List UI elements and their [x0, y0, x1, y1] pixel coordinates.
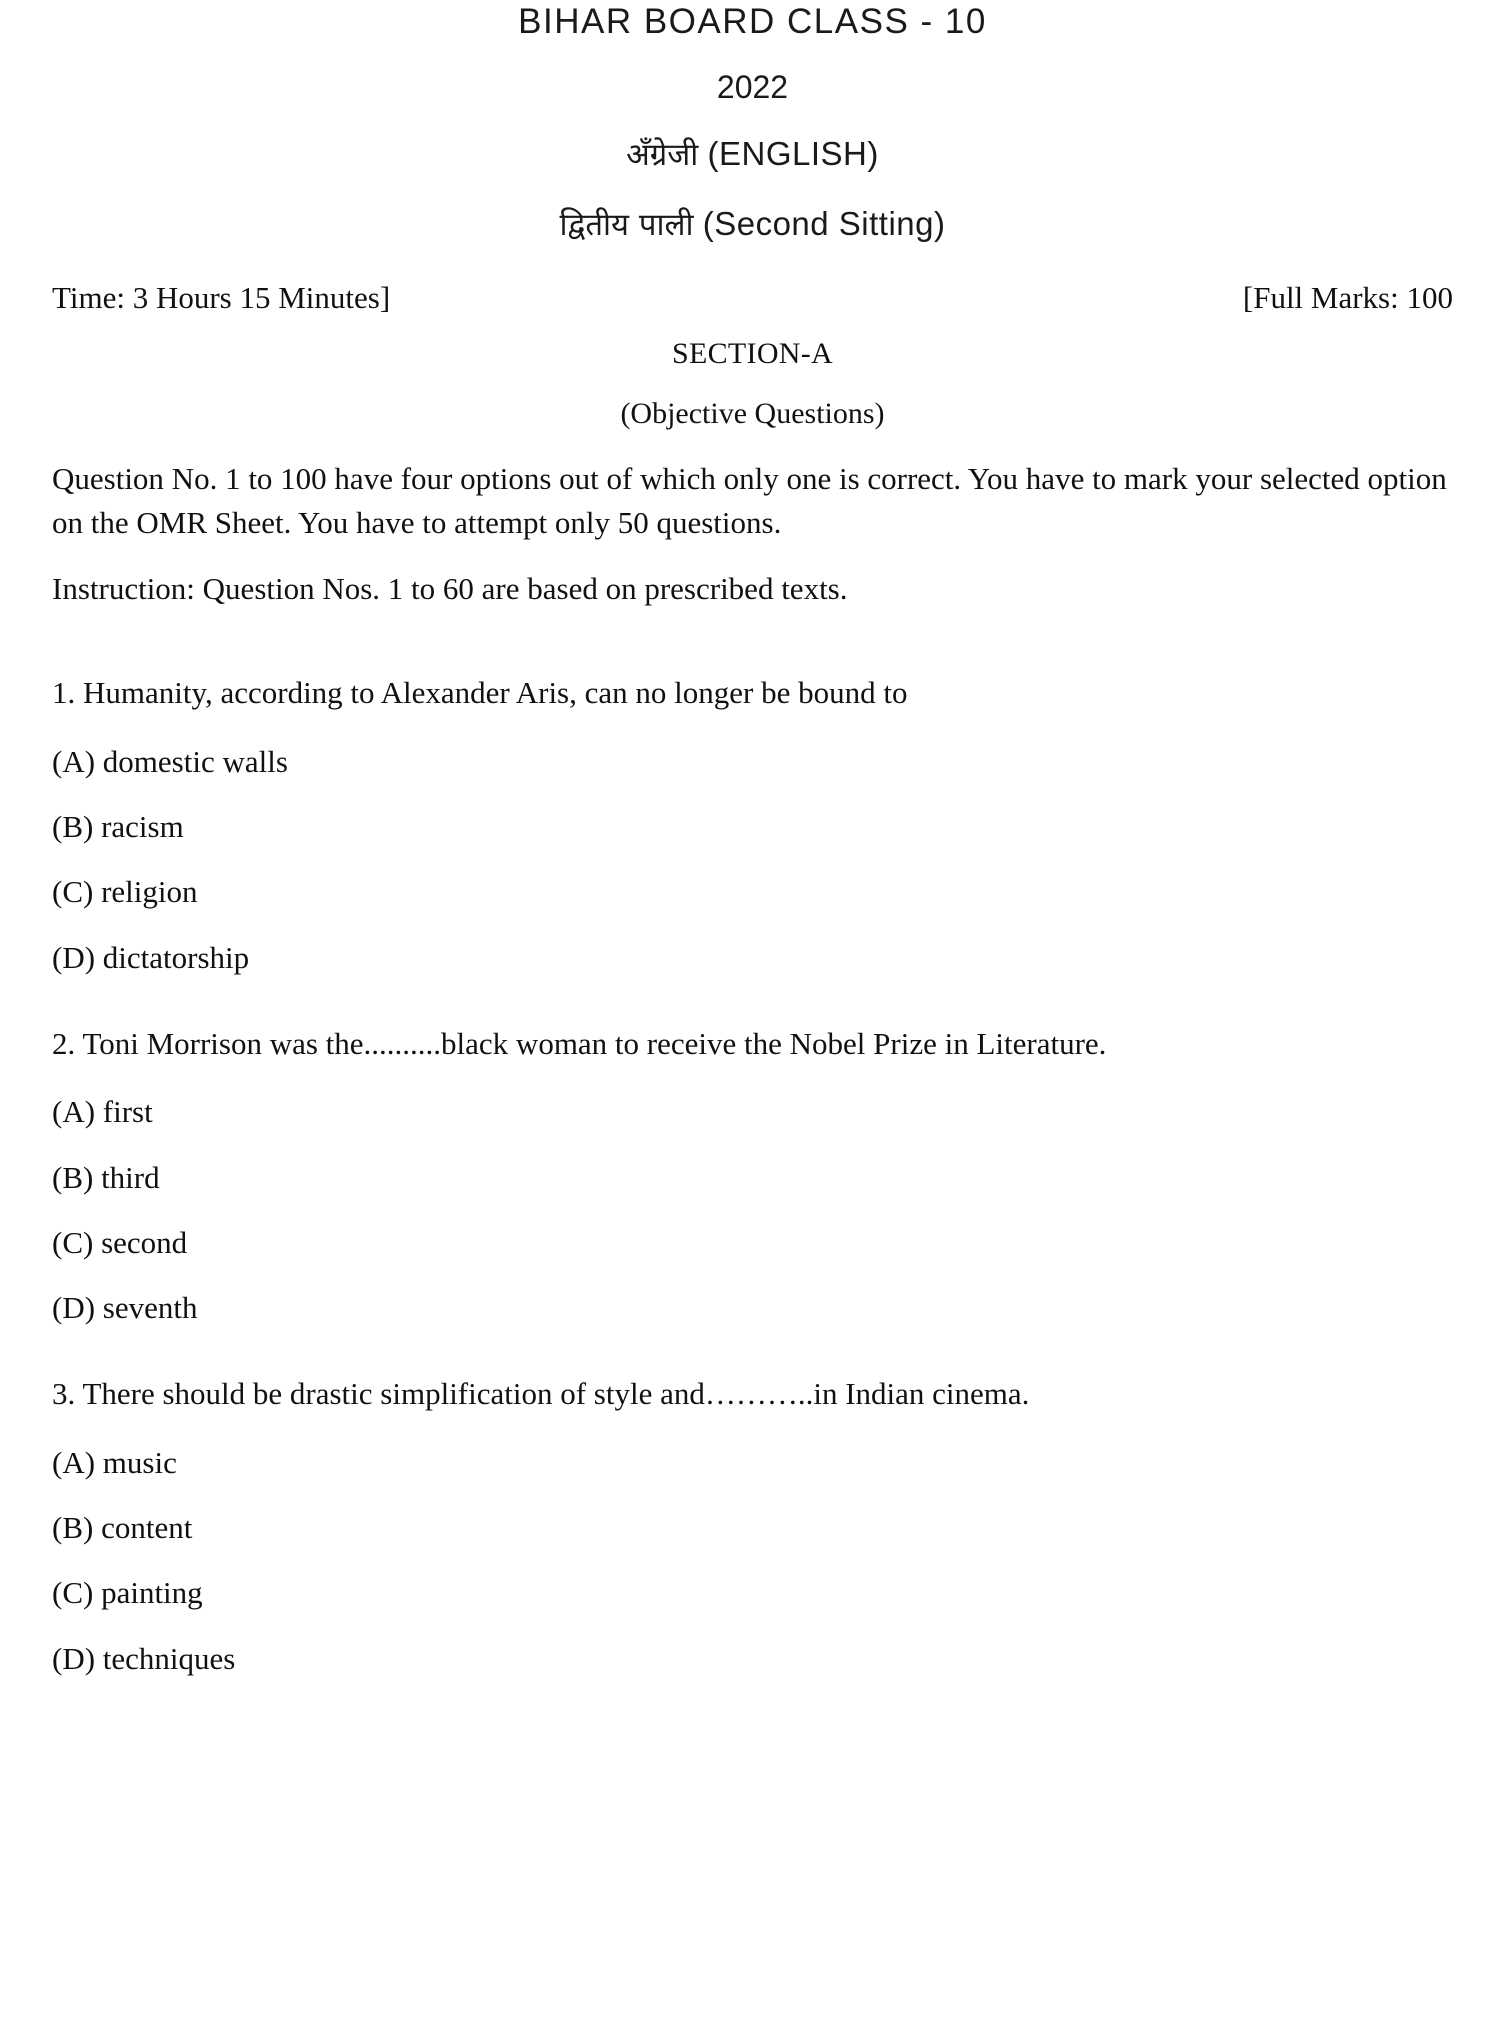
option-a[interactable]: (A) music — [52, 1444, 177, 1480]
question-item — [52, 673, 1453, 977]
option-b[interactable]: (B) third — [52, 1159, 160, 1195]
exam-duration: Time: 3 Hours 15 Minutes] — [52, 280, 391, 316]
option-c[interactable]: (C) religion — [52, 874, 198, 910]
page-header — [52, 0, 1453, 241]
section-heading: SECTION-A — [671, 337, 834, 371]
exam-year: 2022 — [716, 69, 789, 105]
option-a[interactable]: (A) domestic walls — [52, 743, 288, 779]
question-text: 1. Humanity, according to Alexander Aris, can no longer be bound to — [52, 675, 908, 711]
option-d[interactable]: (D) techniques — [52, 1640, 236, 1676]
subject-name-english: (ENGLISH) — [707, 135, 879, 172]
question-list — [52, 673, 1453, 1678]
board-title: BIHAR BOARD CLASS - 10 — [518, 2, 987, 41]
section-subheading: (Objective Questions) — [620, 397, 885, 431]
subject-line — [52, 137, 1453, 172]
instruction-paragraph: Question No. 1 to 100 have four options out of which only one is correct. You have to mark your selected option on the OMR Sheet. You have to attempt only 50 questions. — [52, 461, 1447, 541]
question-text: 2. Toni Morrison was the..........black woman to receive the Nobel Prize in Literature. — [52, 1025, 1107, 1061]
sitting-hindi: द्वितीय पाली — [559, 206, 694, 243]
subject-name-hindi: अँग्रेजी — [626, 137, 699, 173]
full-marks: [Full Marks: 100 — [1242, 280, 1453, 316]
instruction-note: Instruction: Question Nos. 1 to 60 are based on prescribed texts. — [52, 571, 848, 607]
option-a[interactable]: (A) first — [52, 1094, 153, 1130]
option-d[interactable]: (D) seventh — [52, 1290, 198, 1326]
option-d[interactable]: (D) dictatorship — [52, 939, 250, 975]
sitting-line — [52, 204, 1453, 243]
question-item — [52, 1024, 1453, 1328]
option-b[interactable]: (B) content — [52, 1509, 193, 1545]
option-c[interactable]: (C) painting — [52, 1575, 203, 1611]
sitting-english: (Second Sitting) — [702, 204, 946, 242]
option-b[interactable]: (B) racism — [52, 809, 184, 845]
question-text: 3. There should be drastic simplification of style and………..in Indian cinema. — [52, 1376, 1030, 1412]
exam-meta-row — [52, 281, 1453, 315]
question-item — [52, 1374, 1453, 1678]
option-c[interactable]: (C) second — [52, 1224, 188, 1260]
